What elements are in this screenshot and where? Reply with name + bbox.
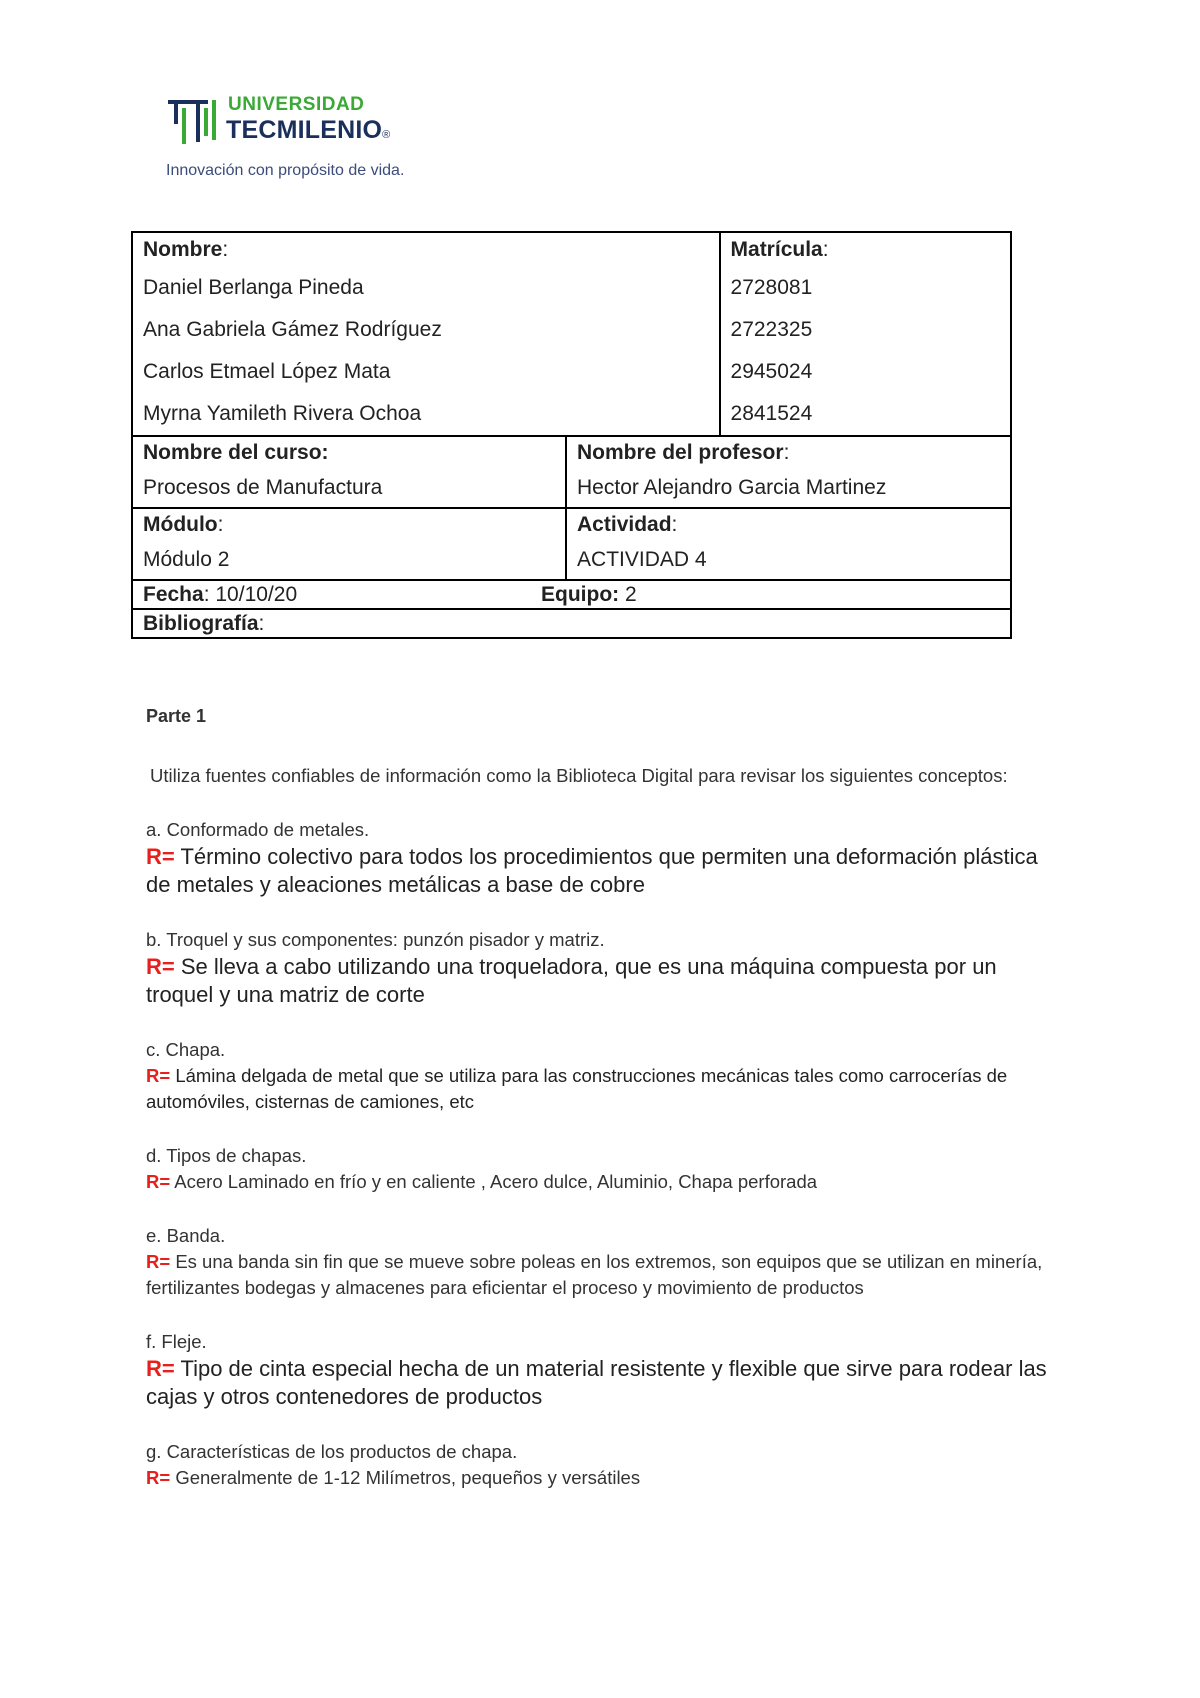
answer-marker: R=: [146, 1356, 175, 1381]
answer: R= Generalmente de 1-12 Milímetros, pequeños y versátiles: [146, 1467, 641, 1488]
actividad-value: ACTIVIDAD 4: [577, 548, 707, 571]
question: e. Banda.: [146, 1225, 226, 1246]
list-item: [146, 817, 1066, 899]
curso-cell: [132, 436, 566, 508]
matricula-label: Matrícula: [730, 238, 823, 261]
student-id: 2722325: [730, 318, 813, 341]
equipo-value: 2: [625, 583, 637, 606]
fecha-label: Fecha: [143, 583, 204, 606]
modulo-label: Módulo: [143, 513, 218, 536]
list-item: [146, 1037, 1066, 1115]
names-cell: Nombre: Daniel Berlanga Pineda Ana Gabriela Gámez Rodríguez Carlos Etmael López Mata Myrna Yamileth Rivera Ochoa: [132, 232, 720, 436]
list-item: [146, 927, 1066, 1009]
activity-content: [146, 706, 1066, 1519]
answer-marker: R=: [146, 954, 175, 979]
student-id: 2841524: [730, 402, 813, 425]
university-logo: [166, 90, 466, 190]
list-item: [146, 1223, 1066, 1301]
answer: R= Tipo de cinta especial hecha de un material resistente y flexible que sirve para rodear las cajas y otros contenedores de productos: [146, 1356, 1047, 1409]
answer: R= Se lleva a cabo utilizando una troqueladora, que es una máquina compuesta por un troquel y una matriz de corte: [146, 954, 997, 1007]
answer: R= Es una banda sin fin que se mueve sobre poleas en los extremos, son equipos que se utilizan en minería, fertilizantes bodegas y almacenes para eficientar el proceso y movimiento de productos: [146, 1251, 1043, 1298]
part-title: Parte 1: [146, 706, 207, 726]
list-item: [146, 1143, 1066, 1195]
fecha-value: 10/10/20: [215, 583, 298, 606]
student-name: Ana Gabriela Gámez Rodríguez: [143, 318, 442, 341]
student-name: Daniel Berlanga Pineda: [143, 276, 364, 299]
curso-label: Nombre del curso:: [143, 441, 329, 464]
nombre-label: Nombre: [143, 238, 223, 261]
question: b. Troquel y sus componentes: punzón pisador y matriz.: [146, 929, 605, 950]
question: d. Tipos de chapas.: [146, 1145, 307, 1166]
question: c. Chapa.: [146, 1039, 226, 1060]
logo-university-label: UNIVERSIDAD: [228, 94, 365, 115]
answer: R= Término colectivo para todos los procedimientos que permiten una deformación plástica de metales y aleaciones metálicas a base de cobre: [146, 844, 1038, 897]
answer-marker: R=: [146, 1065, 171, 1086]
student-id: 2728081: [730, 276, 813, 299]
bibliografia-cell: Bibliografía:: [132, 609, 1011, 638]
student-info-table: [131, 231, 1012, 639]
profesor-value: Hector Alejandro Garcia Martinez: [577, 476, 887, 499]
tecmilenio-logo-icon: [166, 94, 224, 146]
actividad-label: Actividad: [577, 513, 672, 536]
intro-text: Utiliza fuentes confiables de información como la Biblioteca Digital para revisar los siguientes conceptos:: [150, 765, 1008, 786]
logo-name: TECMILENIO®: [226, 116, 391, 144]
equipo-label: Equipo:: [541, 583, 620, 606]
actividad-cell: Actividad: ACTIVIDAD 4: [566, 508, 1011, 580]
list-item: [146, 1329, 1066, 1411]
profesor-label: Nombre del profesor: [577, 441, 784, 464]
bibliografia-label: Bibliografía: [143, 612, 259, 635]
answer-marker: R=: [146, 844, 175, 869]
fecha-equipo-cell: Fecha: 10/10/20 Equipo: 2: [132, 580, 1011, 609]
profesor-cell: Nombre del profesor: Hector Alejandro Garcia Martinez: [566, 436, 1011, 508]
student-id: 2945024: [730, 360, 813, 383]
matricula-cell: Matrícula: 2728081 2722325 2945024 2841524: [720, 232, 1011, 436]
curso-value: Procesos de Manufactura: [143, 476, 383, 499]
list-item: [146, 1439, 1066, 1491]
answer-marker: R=: [146, 1251, 171, 1272]
student-name: Carlos Etmael López Mata: [143, 360, 391, 383]
logo-tagline: Innovación con propósito de vida.: [166, 162, 405, 179]
answer-marker: R=: [146, 1467, 171, 1488]
question: g. Características de los productos de chapa.: [146, 1441, 518, 1462]
answer: R= Lámina delgada de metal que se utiliza para las construcciones mecánicas tales como carrocerías de automóviles, cisternas de camiones, etc: [146, 1065, 1008, 1112]
answer-marker: R=: [146, 1171, 171, 1192]
modulo-cell: Módulo: Módulo 2: [132, 508, 566, 580]
question: f. Fleje.: [146, 1331, 207, 1352]
question: a. Conformado de metales.: [146, 819, 370, 840]
modulo-value: Módulo 2: [143, 548, 230, 571]
answer: R= Acero Laminado en frío y en caliente , Acero dulce, Aluminio, Chapa perforada: [146, 1171, 818, 1192]
student-name: Myrna Yamileth Rivera Ochoa: [143, 402, 422, 425]
